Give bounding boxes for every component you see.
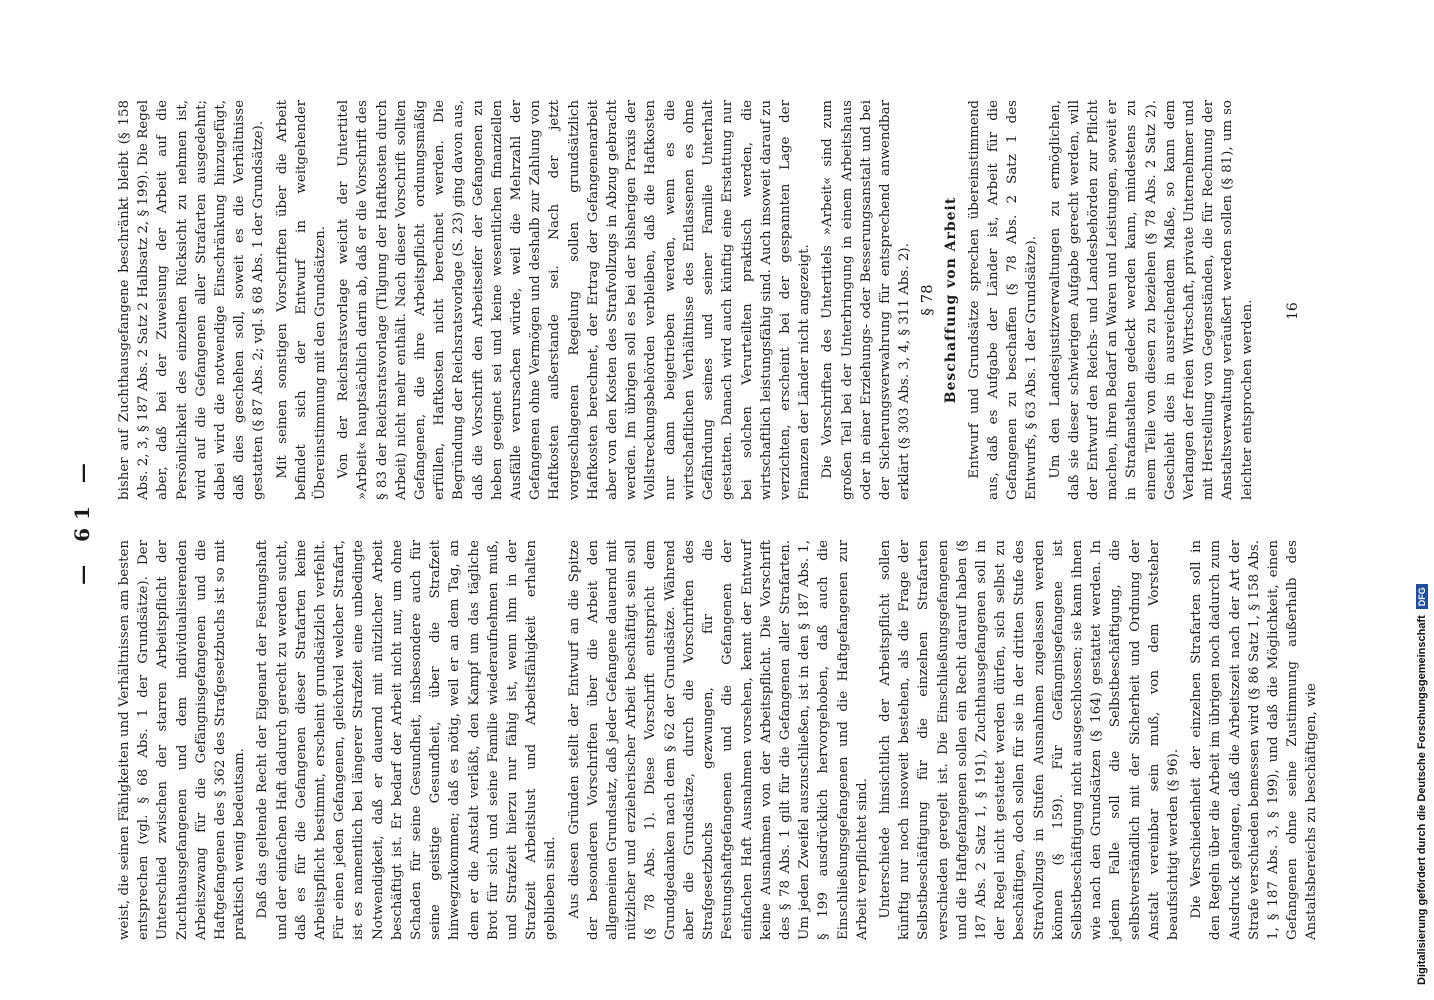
section-title: Beschaffung von Arbeit <box>942 196 959 404</box>
right-column <box>115 100 1261 500</box>
section-number: § 78 <box>918 284 937 316</box>
paragraph: weist, die seinen Fähigkeiten und Verhältnissen am besten entsprechen (vgl. § 68 Abs. 1 der Grundsätze). Der Unterschied zwischen der starren Arbeitspflicht der Zuchthausgefangenen und dem individualisierenden Arbeitszwang für die Gefängnisgefangenen und die Haftgefangenen des § 362 des Strafgesetzbuchs ist so mit praktisch wenig bedeutsam. <box>117 540 248 940</box>
paragraph: Daß das geltende Recht der Eigenart der Festungshaft und der einfachen Haft dadurch gerecht zu werden sucht, daß es für die Gefangenen dieser Strafarten keine Arbeitspflicht bestimmt, erscheint grundsätzlich verfehlt. Für einen jeden Gefangenen, gleichviel welcher Strafart, ist es namentlich bei längerer Strafzeit eine unbedingte Notwendigkeit, daß er dauernd mit nützlicher Arbeit beschäftigt ist. Er bedarf der Arbeit nicht nur, um ohne Schaden für seine Gesundheit, insbesondere auch für seine geistige Gesundheit, über die Strafzeit hinwegzukommen; daß es nötig, weil er an dem Tag, an dem er die Anstalt verläßt, den Kampf um das tägliche Brot für sich und seine Familie wiederaufnehmen muß, und Strafzeit hierzu nur fähig ist, wenn ihm in der Strafzeit Arbeitslust und Arbeitsfähigkeit erhalten geblieben sind. <box>255 540 559 940</box>
left-column <box>115 540 1326 940</box>
running-head: — 61 — <box>70 455 94 585</box>
paragraph: Von der Reichsratsvorlage weicht der Untertitel »Arbeit« hauptsächlich darin ab, daß er die Vorschrift des § 83 der Reichsratsvorlage (Tilgung der Haftkosten durch Arbeit) nicht mehr enthält. Nach dieser Vorschrift sollten Gefangenen, die ihre Arbeitspflicht ordnungsmäßig erfüllen, Haftkosten nicht berechnet werden. Die Begründung der Reichsratsvorlage (S. 23) ging davon aus, daß die Vorschrift den Arbeitseifer der Gefangenen zu heben geeignet sei und keine wesentlichen finanziellen Ausfälle verursachen würde, weil die Mehrzahl der Gefangenen ohne Vermögen und deshalb zur Zahlung von Haftkosten außerstande sei. Nach der jetzt vorgeschlagenen Regelung sollen grundsätzlich Haftkosten berechnet, der Ertrag der Gefangenenarbeit aber von den Kosten des Strafvollzugs in Abzug gebracht werden. Im übrigen soll es bei der bisherigen Praxis der Vollstreckungsbehörden verbleiben, daß die Haftkosten nur dann beigetrieben werden, wenn es die wirtschaftlichen Verhältnisse des Entlassenen es ohne Gefährdung seines und seiner Familie Unterhalt gestatten. Danach wird auch künftig eine Erstattung nur bei solchen Verurteilten praktisch werden, die wirtschaftlich leistungsfähig sind. Auch insoweit darauf zu verzichten, erscheint bei der gespannten Lage der Finanzen der Länder nicht angezeigt. <box>336 100 813 500</box>
paragraph: Aus diesen Gründen stellt der Entwurf an die Spitze der besonderen Vorschriften über die Arbeit den allgemeinen Grundsatz, daß jeder Gefangene dauernd mit nützlicher und erzieherischer Arbeit beschäftigt sein soll (§ 78 Abs. 1). Diese Vorschrift entspricht dem Grundgedanken nach dem § 62 der Grundsätze. Während aber die Grundsätze, durch die Vorschriften des Strafgesetzbuchs gezwungen, für die Festungshaftgefangenen und die Gefangenen der einfachen Haft Ausnahmen vorsehen, kennt der Entwurf keine Ausnahmen von der Arbeitspflicht. Die Vorschrift des § 78 Abs. 1 gilt für die Gefangenen aller Strafarten. Um jeden Zweifel auszuschließen, ist in den § 187 Abs. 1, § 199 ausdrücklich hervorgehoben, daß auch die Einschließungsgefangenen und die Haftgefangenen zur Arbeit verpflichtet sind. <box>566 540 870 940</box>
page-footer-number: 16 <box>1285 302 1301 320</box>
paragraph: Die Verschiedenheit der einzelnen Strafarten soll in den Regeln über die Arbeit im übrigen noch dadurch zum Ausdruck gelangen, daß die Arbeitszeit nach der Art der Strafe verschieden bemessen wird (§ 86 Satz 1, § 158 Abs. 1, § 187 Abs. 3, § 199), und daß die Möglichkeit, einen Gefangenen ohne seine Zustimmung außerhalb des Anstaltsbereichs zu beschäftigen, wie <box>1189 540 1320 940</box>
paragraph: Entwurf und Grundsätze sprechen übereinstimmend aus, daß es Aufgabe der Länder ist, Arbeit für die Gefangenen zu beschaffen (§ 78 Abs. 2 Satz 1 des Entwurfs, § 63 Abs. 1 der Grundsätze). <box>966 100 1040 500</box>
rotated-document-sheet <box>70 80 1330 960</box>
paragraph: Mit seinen sonstigen Vorschriften über die Arbeit befindet sich der Entwurf in weitgehender Übereinstimmung mit den Grundsätzen. <box>274 100 329 500</box>
digitization-credit <box>1416 5 1428 985</box>
paragraph: Um den Landesjustizverwaltungen zu ermöglichen, daß sie dieser schwierigen Aufgabe gerecht werden, will der Entwurf den Reichs- und Landesbehörden zur Pflicht machen, ihren Bedarf an Waren und Leistungen, soweit er in Strafanstalten gedeckt werden kann, mindestens zu einem Teile von diesen zu beziehen (§ 78 Abs. 2 Satz 2). Geschieht dies in ausreichendem Maße, so kann dem Verlangen der freien Wirtschaft, private Unternehmer und mit Herstellung von Gegenständen, die für Rechnung der Anstaltsverwaltung veräußert werden sollen (§ 81), um so leichter entsprochen werden. <box>1047 100 1255 500</box>
dfg-logo: DFG <box>1416 584 1428 609</box>
paragraph: Die Vorschriften des Untertitels »Arbeit« sind zum großen Teil bei der Unterbringung in einem Arbeitshaus oder in einer Erziehungs- oder Besserungsanstalt und bei der Sicherungsverwahrung für entsprechend anwendbar erklärt (§ 303 Abs. 3, 4, § 311 Abs. 2). <box>820 100 913 500</box>
paragraph: bisher auf Zuchthausgefangene beschränkt bleibt (§ 158 Abs. 2, 3, § 187 Abs. 2 Satz 2 Halbsatz 2, § 199). Die Regel aber, daß bei der Zuweisung der Arbeit auf die Persönlichkeit des einzelnen Rücksicht zu nehmen ist, wird auf die Gefangenen aller Strafarten ausgedehnt; dabei wird die notwendige Einschränkung hinzugefügt, daß dies geschehen soll, soweit es die Verhältnisse gestatten (§ 87 Abs. 2; vgl. § 68 Abs. 1 der Grundsätze). <box>117 100 267 500</box>
paragraph: Unterschiede hinsichtlich der Arbeitspflicht sollen künftig nur noch insoweit bestehen, als die Frage der Selbstbeschäftigung für die einzelnen Strafarten verschieden geregelt ist. Die Einschließungsgefangenen und die Haftgefangenen sollen ein Recht darauf haben (§ 187 Abs. 2 Satz 1, § 191), Zuchthausgefangenen soll in der Regel nicht gestattet werden dürfen, sich selbst zu beschäftigen, doch sollen für sie in der dritten Stufe des Strafvollzugs in Stufen Ausnahmen zugelassen werden können (§ 159). Für Gefängnisgefangene ist Selbstbeschäftigung nicht ausgeschlossen; sie kann ihnen wie nach den Grundsätzen (§ 164) gestattet werden. In jedem Falle soll die Selbstbeschäftigung, die selbstverständlich mit der Sicherheit und Ordnung der Anstalt vereinbar sein muß, von dem Vorsteher beaufsichtigt werden (§ 96). <box>877 540 1181 940</box>
credit-text: Digitalisierung gefördert durch die Deutsche Forschungsgemeinschaft <box>1416 615 1428 985</box>
